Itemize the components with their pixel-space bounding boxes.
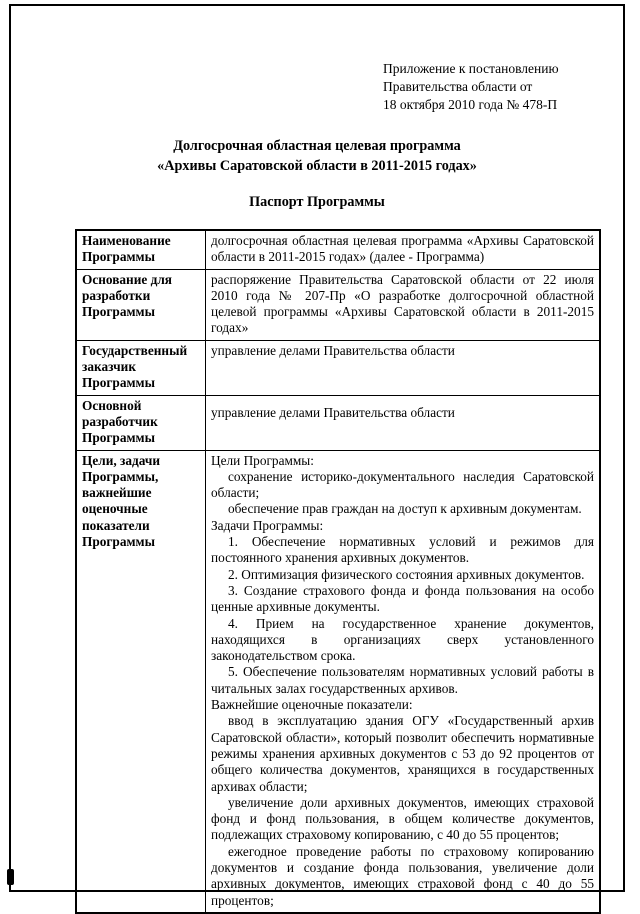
- table-row: [76, 269, 600, 340]
- annex-line: Приложение к постановлению: [383, 61, 559, 76]
- paragraph: ввод в эксплуатацию здания ОГУ «Государственный архив Саратовской области», который позволит обеспечить нормативные режимы хранения архивных документов с 53 до 92 процентов от общего количества документов, хранящихся в государственных архивах области;: [211, 713, 594, 794]
- row-label: Наименование Программы: [76, 230, 206, 269]
- passport-table: [75, 229, 601, 914]
- row-content: [206, 450, 601, 913]
- row-label: Цели, задачи Программы, важнейшие оценочные показатели Программы: [76, 450, 206, 913]
- paragraph: 3. Создание страхового фонда и фонда пользования на особо ценные архивные документы.: [211, 582, 594, 615]
- row-label: Основной разработчик Программы: [76, 395, 206, 450]
- paragraph: сохранение историко-документального наследия Саратовской области;: [211, 468, 594, 501]
- paragraph: распоряжение Правительства Саратовской области от 22 июля 2010 года № 207-Пр «О разработке долгосрочной областной целевой программы «Архивы Саратовской области в 2011-2015 годах»: [211, 271, 594, 336]
- page-border-frame: [9, 4, 625, 908]
- document-title-line: Долгосрочная областная целевая программа: [173, 138, 461, 154]
- document-title: [11, 136, 623, 176]
- table-row: [76, 395, 600, 450]
- row-content: [206, 230, 601, 269]
- paragraph: 5. Обеспечение пользователям нормативных условий работы в читальных залах государственных архивов.: [211, 664, 594, 696]
- passport-heading: Паспорт Программы: [249, 194, 385, 210]
- paragraph: управление делами Правительства области: [211, 404, 455, 420]
- paragraph: управление делами Правительства области: [211, 342, 455, 358]
- paragraph: обеспечение прав граждан на доступ к архивным документам.: [228, 501, 582, 517]
- row-label: Основание для разработки Программы: [76, 269, 206, 340]
- document-title-line: «Архивы Саратовской области в 2011-2015 годах»: [157, 158, 477, 174]
- paragraph: 1. Обеспечение нормативных условий и режимов для постоянного хранения архивных документов.: [211, 534, 594, 566]
- row-content: [206, 395, 601, 450]
- paragraph: увеличение доли архивных документов, имеющих страховой фонд и фонд пользования, в общем количестве документов, подлежащих страховому копированию, с 40 до 55 процентов;: [211, 794, 594, 843]
- paragraph: Важнейшие оценочные показатели:: [211, 697, 413, 713]
- paragraph: долгосрочная областная целевая программа «Архивы Саратовской области в 2011-2015 годах» (далее - Программа): [211, 233, 594, 265]
- row-label: Государственный заказчик Программы: [76, 340, 206, 395]
- paragraph: Задачи Программы:: [211, 517, 324, 533]
- annex-line: 18 октября 2010 года № 478-П: [383, 97, 558, 112]
- table-row: [76, 450, 600, 913]
- annex-block: [383, 60, 623, 114]
- table-row: [76, 340, 600, 395]
- paragraph: Цели Программы:: [211, 452, 314, 468]
- scan-artifact: [7, 869, 14, 885]
- paragraph: 2. Оптимизация физического состояния архивных документов.: [228, 566, 585, 582]
- row-content: [206, 340, 601, 395]
- table-row: [76, 230, 600, 269]
- paragraph: ежегодное проведение работы по страховому копированию документов и создание фонда пользования, увеличение доли архивных документов, имеющих страховой фонд с 40 до 55 процентов;: [211, 843, 594, 908]
- row-content: [206, 269, 601, 340]
- annex-line: Правительства области от: [383, 79, 533, 94]
- paragraph: 4. Прием на государственное хранение документов, находящихся в организациях сверх установленного законодательством срока.: [211, 615, 594, 664]
